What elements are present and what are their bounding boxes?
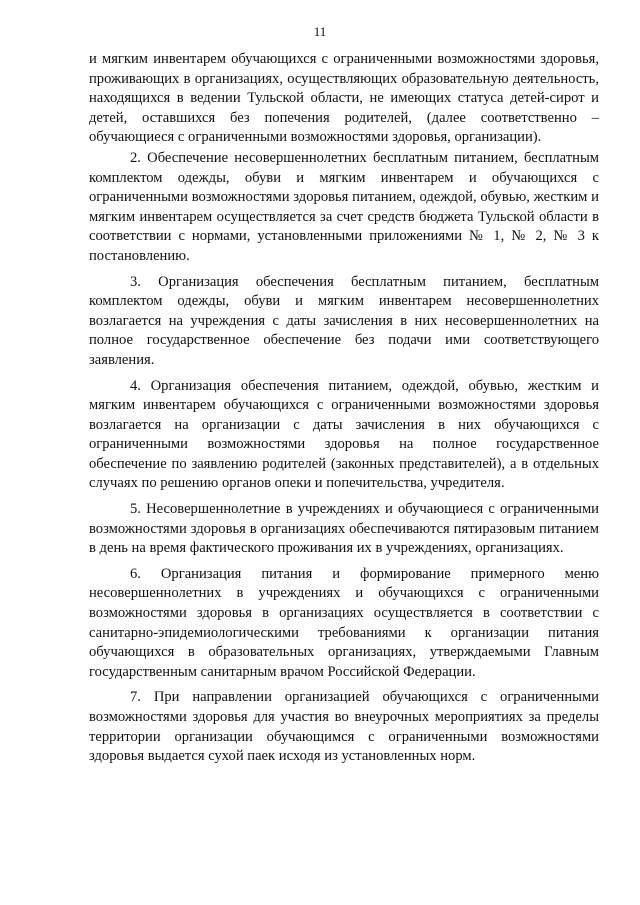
paragraph-4: 4. Организация обеспечения питанием, одеждой, обувью, жестким и мягким инвентарем обучающихся с ограниченными возможностями здоровья возлагается на организации с даты зачисления в них обучающихся с ограниченными возможностями здоровья на полное государственное обеспечение по заявлению родителей (законных представителей), а в отдельных случаях по решению органов опеки и попечительства, учредителя. xyxy=(89,377,599,492)
document-body xyxy=(89,50,599,767)
paragraph-continuation: и мягким инвентарем обучающихся с ограниченными возможностями здоровья, проживающих в организациях, осуществляющих образовательную деятельность, находящихся в ведении Тульской области, не имеющих статуса детей-сирот и детей, оставшихся без попечения родителей, (далее соответственно – обучающиеся с ограниченными возможностями здоровья, организации). xyxy=(89,51,599,146)
paragraph-5: 5. Несовершеннолетние в учреждениях и обучающиеся с ограниченными возможностями здоровья в организациях обеспечиваются пятиразовым питанием в день на время фактического проживания их в учреждениях, организациях. xyxy=(89,501,599,557)
page-number: 11 xyxy=(313,24,327,39)
paragraph-6: 6. Организация питания и формирование примерного меню несовершеннолетних в учреждениях и обучающихся с ограниченными возможностями здоровья в организациях осуществляется в соответствии с санитарно-эпидемиологическими требованиями к организации питания обучающихся в образовательных организациях, утверждаемыми Главным государственным санитарным врачом Российской Федерации. xyxy=(89,565,599,680)
paragraph-2: 2. Обеспечение несовершеннолетних бесплатным питанием, бесплатным комплектом одежды, обуви и мягким инвентарем и обучающихся с ограниченными возможностями здоровья питанием, одеждой, обувью, жестким и мягким инвентарем осуществляется за счет средств бюджета Тульской области в соответствии с нормами, установленными приложениями № 1, № 2, № 3 к постановлению. xyxy=(89,149,599,264)
paragraph-3: 3. Организация обеспечения бесплатным питанием, бесплатным комплектом одежды, обуви и мягким инвентарем несовершеннолетних возлагается на учреждения с даты зачисления в них несовершеннолетних на полное государственное обеспечение без подачи ими соответствующего заявления. xyxy=(89,273,599,368)
paragraph-7: 7. При направлении организацией обучающихся с ограниченными возможностями здоровья для участия во внеурочных мероприятиях за пределы территории организации обучающимся с ограниченными возможностями здоровья выдается сухой паек исходя из установленных норм. xyxy=(89,689,599,765)
